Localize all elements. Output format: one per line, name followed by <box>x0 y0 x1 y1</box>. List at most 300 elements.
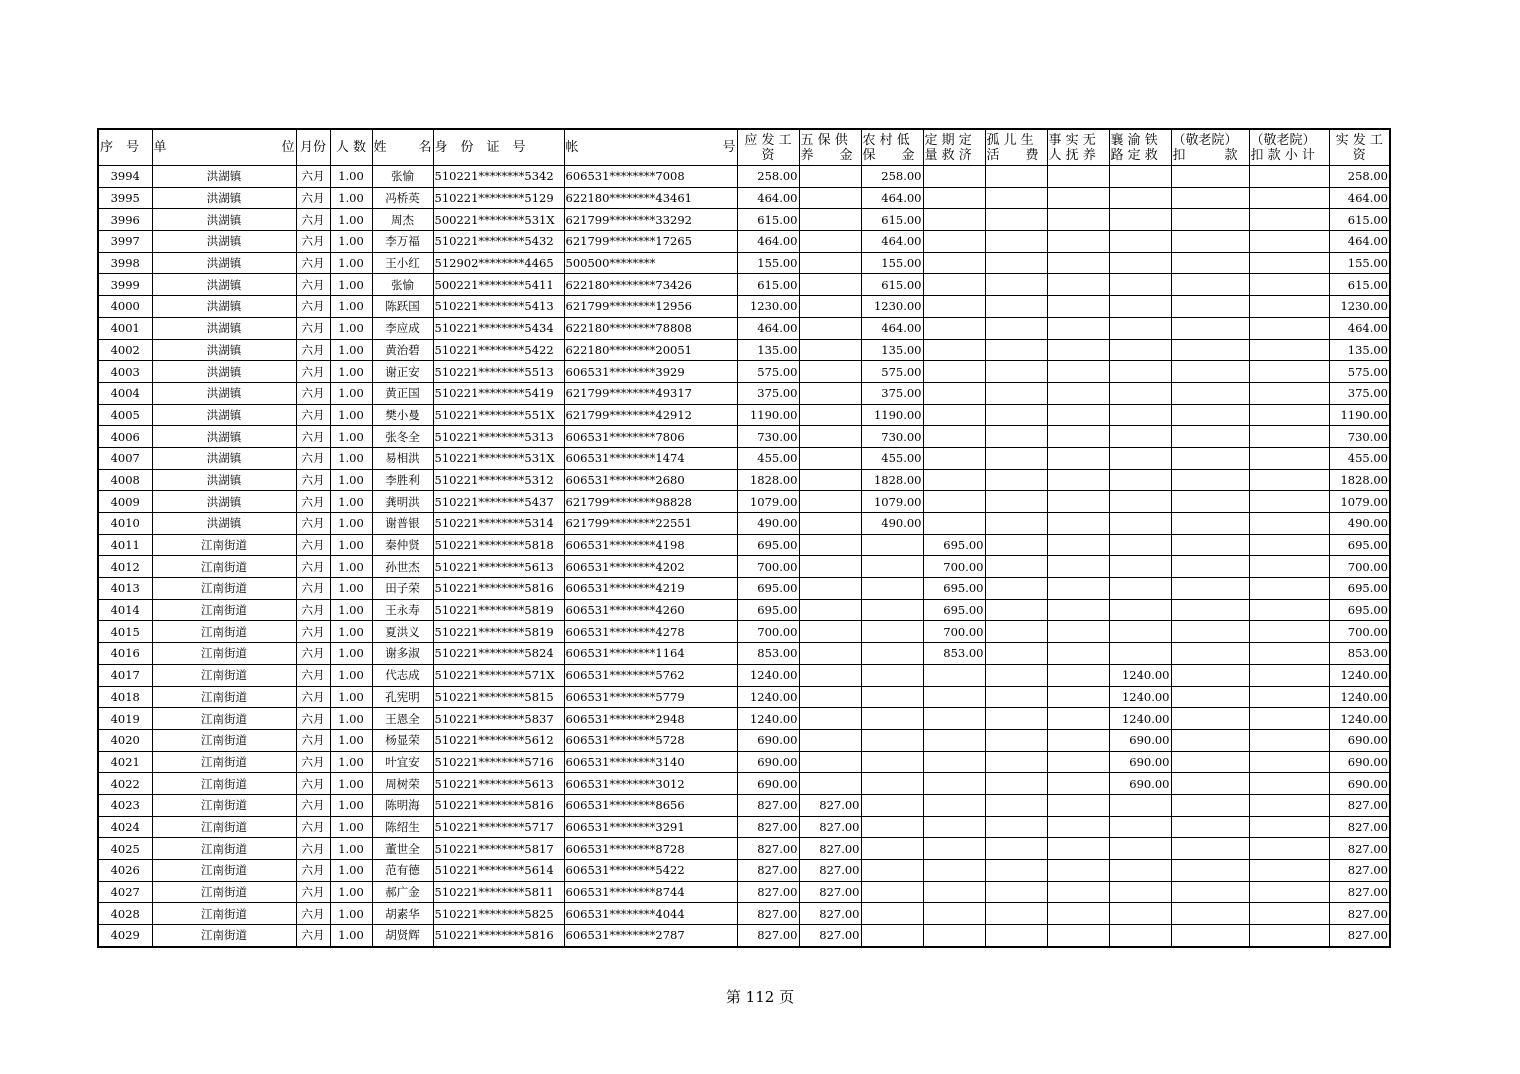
cell-id-number: 510221********5811 <box>433 881 564 903</box>
cell-unit: 江南街道 <box>152 599 296 621</box>
cell-salary: 827.00 <box>737 881 799 903</box>
cell-name: 王小红 <box>372 252 433 274</box>
cell-people: 1.00 <box>330 404 372 426</box>
cell-dibao: 1828.00 <box>861 469 923 491</box>
cell-relief <box>923 317 985 339</box>
cell-wubao: 827.00 <box>799 881 861 903</box>
cell-nursing-subtotal <box>1249 664 1329 686</box>
cell-paid: 1240.00 <box>1329 664 1390 686</box>
cell-wubao <box>799 317 861 339</box>
cell-unit: 江南街道 <box>152 664 296 686</box>
cell-orphan <box>985 664 1047 686</box>
cell-people: 1.00 <box>330 686 372 708</box>
cell-month: 六月 <box>296 816 330 838</box>
cell-account: 621799********98828 <box>564 491 737 513</box>
table-row <box>98 773 1390 795</box>
cell-unit: 洪湖镇 <box>152 231 296 253</box>
cell-relief: 695.00 <box>923 599 985 621</box>
cell-nursing-deduction <box>1171 664 1249 686</box>
cell-people: 1.00 <box>330 903 372 925</box>
cell-month: 六月 <box>296 860 330 882</box>
cell-railway <box>1109 469 1171 491</box>
cell-people: 1.00 <box>330 491 372 513</box>
header-name: 姓 名 <box>372 129 433 166</box>
cell-salary: 827.00 <box>737 860 799 882</box>
header-dibao: 农 村 低 保 金 <box>861 129 923 166</box>
cell-unit: 江南街道 <box>152 794 296 816</box>
cell-paid: 1190.00 <box>1329 404 1390 426</box>
cell-name: 黄正国 <box>372 382 433 404</box>
cell-nursing-deduction <box>1171 794 1249 816</box>
cell-nursing-deduction <box>1171 556 1249 578</box>
cell-unit: 洪湖镇 <box>152 187 296 209</box>
cell-nursing-subtotal <box>1249 339 1329 361</box>
cell-seq: 4029 <box>98 925 152 947</box>
cell-paid: 695.00 <box>1329 599 1390 621</box>
cell-seq: 4011 <box>98 534 152 556</box>
cell-salary: 464.00 <box>737 231 799 253</box>
cell-paid: 135.00 <box>1329 339 1390 361</box>
cell-salary: 575.00 <box>737 361 799 383</box>
cell-dibao: 1230.00 <box>861 296 923 318</box>
cell-id-number: 510221********5513 <box>433 361 564 383</box>
cell-name: 张愉 <box>372 166 433 188</box>
cell-relief <box>923 404 985 426</box>
cell-railway <box>1109 296 1171 318</box>
cell-relief <box>923 773 985 795</box>
table-row <box>98 686 1390 708</box>
cell-people: 1.00 <box>330 556 372 578</box>
cell-nursing-subtotal <box>1249 231 1329 253</box>
cell-railway <box>1109 621 1171 643</box>
cell-seq: 4021 <box>98 751 152 773</box>
cell-month: 六月 <box>296 252 330 274</box>
cell-id-number: 510221********5434 <box>433 317 564 339</box>
cell-month: 六月 <box>296 534 330 556</box>
cell-name: 周树荣 <box>372 773 433 795</box>
cell-seq: 4000 <box>98 296 152 318</box>
cell-account: 606531********8744 <box>564 881 737 903</box>
cell-seq: 4028 <box>98 903 152 925</box>
cell-month: 六月 <box>296 447 330 469</box>
cell-paid: 695.00 <box>1329 578 1390 600</box>
cell-railway: 690.00 <box>1109 751 1171 773</box>
cell-dibao <box>861 578 923 600</box>
table-row <box>98 664 1390 686</box>
cell-id-number: 510221********5816 <box>433 578 564 600</box>
cell-wubao <box>799 187 861 209</box>
cell-salary: 827.00 <box>737 794 799 816</box>
cell-account: 606531********7008 <box>564 166 737 188</box>
cell-seq: 4007 <box>98 447 152 469</box>
cell-orphan <box>985 382 1047 404</box>
cell-wubao <box>799 469 861 491</box>
table-row <box>98 556 1390 578</box>
cell-id-number: 510221********531X <box>433 447 564 469</box>
cell-orphan <box>985 404 1047 426</box>
cell-factual <box>1047 404 1109 426</box>
cell-nursing-subtotal <box>1249 686 1329 708</box>
cell-name: 谢多淑 <box>372 643 433 665</box>
cell-wubao <box>799 534 861 556</box>
cell-nursing-deduction <box>1171 881 1249 903</box>
cell-seq: 4023 <box>98 794 152 816</box>
cell-people: 1.00 <box>330 187 372 209</box>
cell-id-number: 510221********5129 <box>433 187 564 209</box>
cell-people: 1.00 <box>330 317 372 339</box>
cell-paid: 700.00 <box>1329 621 1390 643</box>
cell-relief <box>923 686 985 708</box>
cell-wubao <box>799 513 861 535</box>
cell-relief <box>923 274 985 296</box>
cell-dibao: 258.00 <box>861 166 923 188</box>
cell-name: 谢普银 <box>372 513 433 535</box>
cell-relief: 695.00 <box>923 534 985 556</box>
cell-factual <box>1047 794 1109 816</box>
cell-orphan <box>985 729 1047 751</box>
cell-railway <box>1109 599 1171 621</box>
cell-orphan <box>985 773 1047 795</box>
cell-unit: 洪湖镇 <box>152 491 296 513</box>
cell-nursing-deduction <box>1171 404 1249 426</box>
cell-relief: 695.00 <box>923 578 985 600</box>
cell-account: 606531********4202 <box>564 556 737 578</box>
cell-nursing-subtotal <box>1249 252 1329 274</box>
cell-paid: 730.00 <box>1329 426 1390 448</box>
cell-seq: 4003 <box>98 361 152 383</box>
cell-seq: 4022 <box>98 773 152 795</box>
table-row <box>98 426 1390 448</box>
cell-factual <box>1047 925 1109 947</box>
cell-nursing-subtotal <box>1249 426 1329 448</box>
cell-wubao <box>799 599 861 621</box>
cell-salary: 853.00 <box>737 643 799 665</box>
cell-month: 六月 <box>296 166 330 188</box>
cell-nursing-deduction <box>1171 382 1249 404</box>
cell-orphan <box>985 361 1047 383</box>
cell-unit: 江南街道 <box>152 708 296 730</box>
cell-paid: 827.00 <box>1329 925 1390 947</box>
cell-paid: 827.00 <box>1329 838 1390 860</box>
cell-paid: 853.00 <box>1329 643 1390 665</box>
cell-relief: 853.00 <box>923 643 985 665</box>
cell-nursing-subtotal <box>1249 382 1329 404</box>
cell-factual <box>1047 426 1109 448</box>
cell-factual <box>1047 729 1109 751</box>
cell-wubao <box>799 686 861 708</box>
cell-wubao: 827.00 <box>799 794 861 816</box>
header-nursing-subtotal: （敬老院） 扣 款 小 计 <box>1249 129 1329 166</box>
cell-salary: 464.00 <box>737 187 799 209</box>
cell-people: 1.00 <box>330 252 372 274</box>
cell-nursing-subtotal <box>1249 578 1329 600</box>
cell-unit: 洪湖镇 <box>152 426 296 448</box>
cell-salary: 1240.00 <box>737 686 799 708</box>
cell-account: 621799********42912 <box>564 404 737 426</box>
cell-paid: 690.00 <box>1329 773 1390 795</box>
cell-nursing-deduction <box>1171 773 1249 795</box>
cell-dibao: 615.00 <box>861 274 923 296</box>
cell-paid: 1828.00 <box>1329 469 1390 491</box>
cell-dibao: 1190.00 <box>861 404 923 426</box>
cell-railway <box>1109 404 1171 426</box>
table-row <box>98 578 1390 600</box>
cell-account: 606531********4219 <box>564 578 737 600</box>
cell-unit: 洪湖镇 <box>152 252 296 274</box>
cell-railway <box>1109 860 1171 882</box>
cell-nursing-deduction <box>1171 816 1249 838</box>
cell-orphan <box>985 860 1047 882</box>
cell-seq: 4008 <box>98 469 152 491</box>
cell-factual <box>1047 708 1109 730</box>
cell-name: 代志成 <box>372 664 433 686</box>
cell-dibao: 464.00 <box>861 317 923 339</box>
header-wubao: 五 保 供 养 金 <box>799 129 861 166</box>
cell-factual <box>1047 209 1109 231</box>
cell-unit: 洪湖镇 <box>152 361 296 383</box>
cell-seq: 4015 <box>98 621 152 643</box>
cell-relief <box>923 231 985 253</box>
cell-factual <box>1047 296 1109 318</box>
cell-nursing-subtotal <box>1249 751 1329 773</box>
cell-wubao <box>799 708 861 730</box>
cell-month: 六月 <box>296 686 330 708</box>
cell-people: 1.00 <box>330 296 372 318</box>
cell-paid: 690.00 <box>1329 751 1390 773</box>
cell-name: 陈跃国 <box>372 296 433 318</box>
header-account: 帐 号 <box>564 129 737 166</box>
cell-railway: 1240.00 <box>1109 686 1171 708</box>
cell-factual <box>1047 686 1109 708</box>
cell-unit: 洪湖镇 <box>152 166 296 188</box>
cell-dibao <box>861 838 923 860</box>
cell-paid: 490.00 <box>1329 513 1390 535</box>
cell-id-number: 510221********5716 <box>433 751 564 773</box>
cell-relief <box>923 794 985 816</box>
cell-id-number: 500221********531X <box>433 209 564 231</box>
cell-people: 1.00 <box>330 664 372 686</box>
cell-account: 621799********49317 <box>564 382 737 404</box>
cell-relief <box>923 708 985 730</box>
cell-month: 六月 <box>296 599 330 621</box>
cell-orphan <box>985 339 1047 361</box>
cell-factual <box>1047 556 1109 578</box>
cell-name: 黄治碧 <box>372 339 433 361</box>
cell-dibao <box>861 534 923 556</box>
cell-paid: 1240.00 <box>1329 708 1390 730</box>
cell-salary: 258.00 <box>737 166 799 188</box>
page-number: 第 112 页 <box>725 988 795 1006</box>
table-row <box>98 751 1390 773</box>
cell-nursing-subtotal <box>1249 491 1329 513</box>
cell-people: 1.00 <box>330 578 372 600</box>
table-row <box>98 274 1390 296</box>
cell-relief: 700.00 <box>923 556 985 578</box>
cell-month: 六月 <box>296 382 330 404</box>
cell-nursing-deduction <box>1171 209 1249 231</box>
cell-nursing-deduction <box>1171 187 1249 209</box>
cell-factual <box>1047 317 1109 339</box>
cell-salary: 695.00 <box>737 534 799 556</box>
cell-id-number: 510221********551X <box>433 404 564 426</box>
cell-id-number: 510221********5816 <box>433 794 564 816</box>
cell-salary: 730.00 <box>737 426 799 448</box>
table-row <box>98 339 1390 361</box>
cell-month: 六月 <box>296 361 330 383</box>
cell-relief <box>923 925 985 947</box>
cell-dibao <box>861 816 923 838</box>
cell-id-number: 510221********5824 <box>433 643 564 665</box>
cell-factual <box>1047 664 1109 686</box>
cell-paid: 464.00 <box>1329 231 1390 253</box>
cell-nursing-deduction <box>1171 621 1249 643</box>
cell-relief <box>923 296 985 318</box>
cell-dibao <box>861 794 923 816</box>
cell-dibao <box>861 881 923 903</box>
cell-railway <box>1109 317 1171 339</box>
cell-people: 1.00 <box>330 339 372 361</box>
cell-paid: 1240.00 <box>1329 686 1390 708</box>
cell-nursing-deduction <box>1171 274 1249 296</box>
cell-orphan <box>985 903 1047 925</box>
cell-id-number: 510221********5419 <box>433 382 564 404</box>
cell-paid: 464.00 <box>1329 317 1390 339</box>
cell-id-number: 510221********571X <box>433 664 564 686</box>
cell-month: 六月 <box>296 729 330 751</box>
cell-account: 606531********4260 <box>564 599 737 621</box>
cell-railway <box>1109 274 1171 296</box>
cell-relief <box>923 447 985 469</box>
cell-unit: 洪湖镇 <box>152 404 296 426</box>
cell-id-number: 510221********5613 <box>433 773 564 795</box>
cell-seq: 4017 <box>98 664 152 686</box>
cell-month: 六月 <box>296 881 330 903</box>
cell-railway: 690.00 <box>1109 773 1171 795</box>
cell-wubao <box>799 382 861 404</box>
cell-people: 1.00 <box>330 794 372 816</box>
cell-nursing-deduction <box>1171 252 1249 274</box>
cell-nursing-subtotal <box>1249 881 1329 903</box>
header-unit: 单 位 <box>152 129 296 166</box>
cell-account: 606531********5779 <box>564 686 737 708</box>
cell-seq: 4019 <box>98 708 152 730</box>
cell-factual <box>1047 838 1109 860</box>
cell-nursing-deduction <box>1171 491 1249 513</box>
cell-relief <box>923 252 985 274</box>
cell-factual <box>1047 231 1109 253</box>
cell-seq: 4009 <box>98 491 152 513</box>
cell-railway <box>1109 491 1171 513</box>
cell-seq: 3996 <box>98 209 152 231</box>
cell-name: 陈明海 <box>372 794 433 816</box>
cell-salary: 695.00 <box>737 599 799 621</box>
cell-wubao <box>799 556 861 578</box>
cell-account: 622180********20051 <box>564 339 737 361</box>
cell-nursing-subtotal <box>1249 469 1329 491</box>
table-row <box>98 382 1390 404</box>
cell-nursing-subtotal <box>1249 513 1329 535</box>
cell-railway <box>1109 838 1171 860</box>
cell-id-number: 510221********5612 <box>433 729 564 751</box>
cell-wubao <box>799 274 861 296</box>
cell-nursing-deduction <box>1171 708 1249 730</box>
cell-month: 六月 <box>296 773 330 795</box>
cell-nursing-subtotal <box>1249 773 1329 795</box>
cell-orphan <box>985 643 1047 665</box>
cell-month: 六月 <box>296 187 330 209</box>
cell-salary: 1230.00 <box>737 296 799 318</box>
cell-factual <box>1047 166 1109 188</box>
cell-relief <box>923 903 985 925</box>
cell-nursing-deduction <box>1171 513 1249 535</box>
cell-seq: 4025 <box>98 838 152 860</box>
cell-people: 1.00 <box>330 881 372 903</box>
header-relief: 定 期 定 量 救 济 <box>923 129 985 166</box>
cell-orphan <box>985 166 1047 188</box>
cell-seq: 4010 <box>98 513 152 535</box>
cell-id-number: 510221********5817 <box>433 838 564 860</box>
cell-dibao: 615.00 <box>861 209 923 231</box>
cell-paid: 695.00 <box>1329 534 1390 556</box>
cell-dibao: 155.00 <box>861 252 923 274</box>
cell-nursing-deduction <box>1171 426 1249 448</box>
cell-nursing-subtotal <box>1249 816 1329 838</box>
cell-unit: 江南街道 <box>152 556 296 578</box>
cell-factual <box>1047 860 1109 882</box>
cell-relief <box>923 491 985 513</box>
cell-people: 1.00 <box>330 925 372 947</box>
header-orphan: 孤 儿 生 活 费 <box>985 129 1047 166</box>
cell-people: 1.00 <box>330 447 372 469</box>
cell-wubao <box>799 296 861 318</box>
cell-account: 606531********5762 <box>564 664 737 686</box>
cell-orphan <box>985 751 1047 773</box>
cell-name: 王永寿 <box>372 599 433 621</box>
cell-people: 1.00 <box>330 773 372 795</box>
cell-name: 胡素华 <box>372 903 433 925</box>
cell-nursing-subtotal <box>1249 317 1329 339</box>
cell-dibao <box>861 903 923 925</box>
cell-nursing-deduction <box>1171 903 1249 925</box>
cell-unit: 江南街道 <box>152 751 296 773</box>
cell-account: 606531********2787 <box>564 925 737 947</box>
cell-name: 杨显荣 <box>372 729 433 751</box>
cell-unit: 江南街道 <box>152 903 296 925</box>
cell-dibao <box>861 686 923 708</box>
cell-salary: 690.00 <box>737 751 799 773</box>
cell-dibao <box>861 729 923 751</box>
cell-nursing-deduction <box>1171 860 1249 882</box>
cell-people: 1.00 <box>330 816 372 838</box>
cell-wubao: 827.00 <box>799 903 861 925</box>
cell-nursing-subtotal <box>1249 621 1329 643</box>
cell-name: 田子荣 <box>372 578 433 600</box>
cell-factual <box>1047 621 1109 643</box>
cell-factual <box>1047 578 1109 600</box>
header-nursing-deduction: （敬老院） 扣 款 <box>1171 129 1249 166</box>
cell-seq: 4013 <box>98 578 152 600</box>
cell-orphan <box>985 556 1047 578</box>
cell-paid: 690.00 <box>1329 729 1390 751</box>
cell-dibao <box>861 708 923 730</box>
cell-nursing-deduction <box>1171 729 1249 751</box>
cell-paid: 1230.00 <box>1329 296 1390 318</box>
table-row <box>98 361 1390 383</box>
cell-paid: 827.00 <box>1329 860 1390 882</box>
cell-people: 1.00 <box>330 860 372 882</box>
payroll-table <box>97 128 1391 948</box>
cell-nursing-deduction <box>1171 643 1249 665</box>
